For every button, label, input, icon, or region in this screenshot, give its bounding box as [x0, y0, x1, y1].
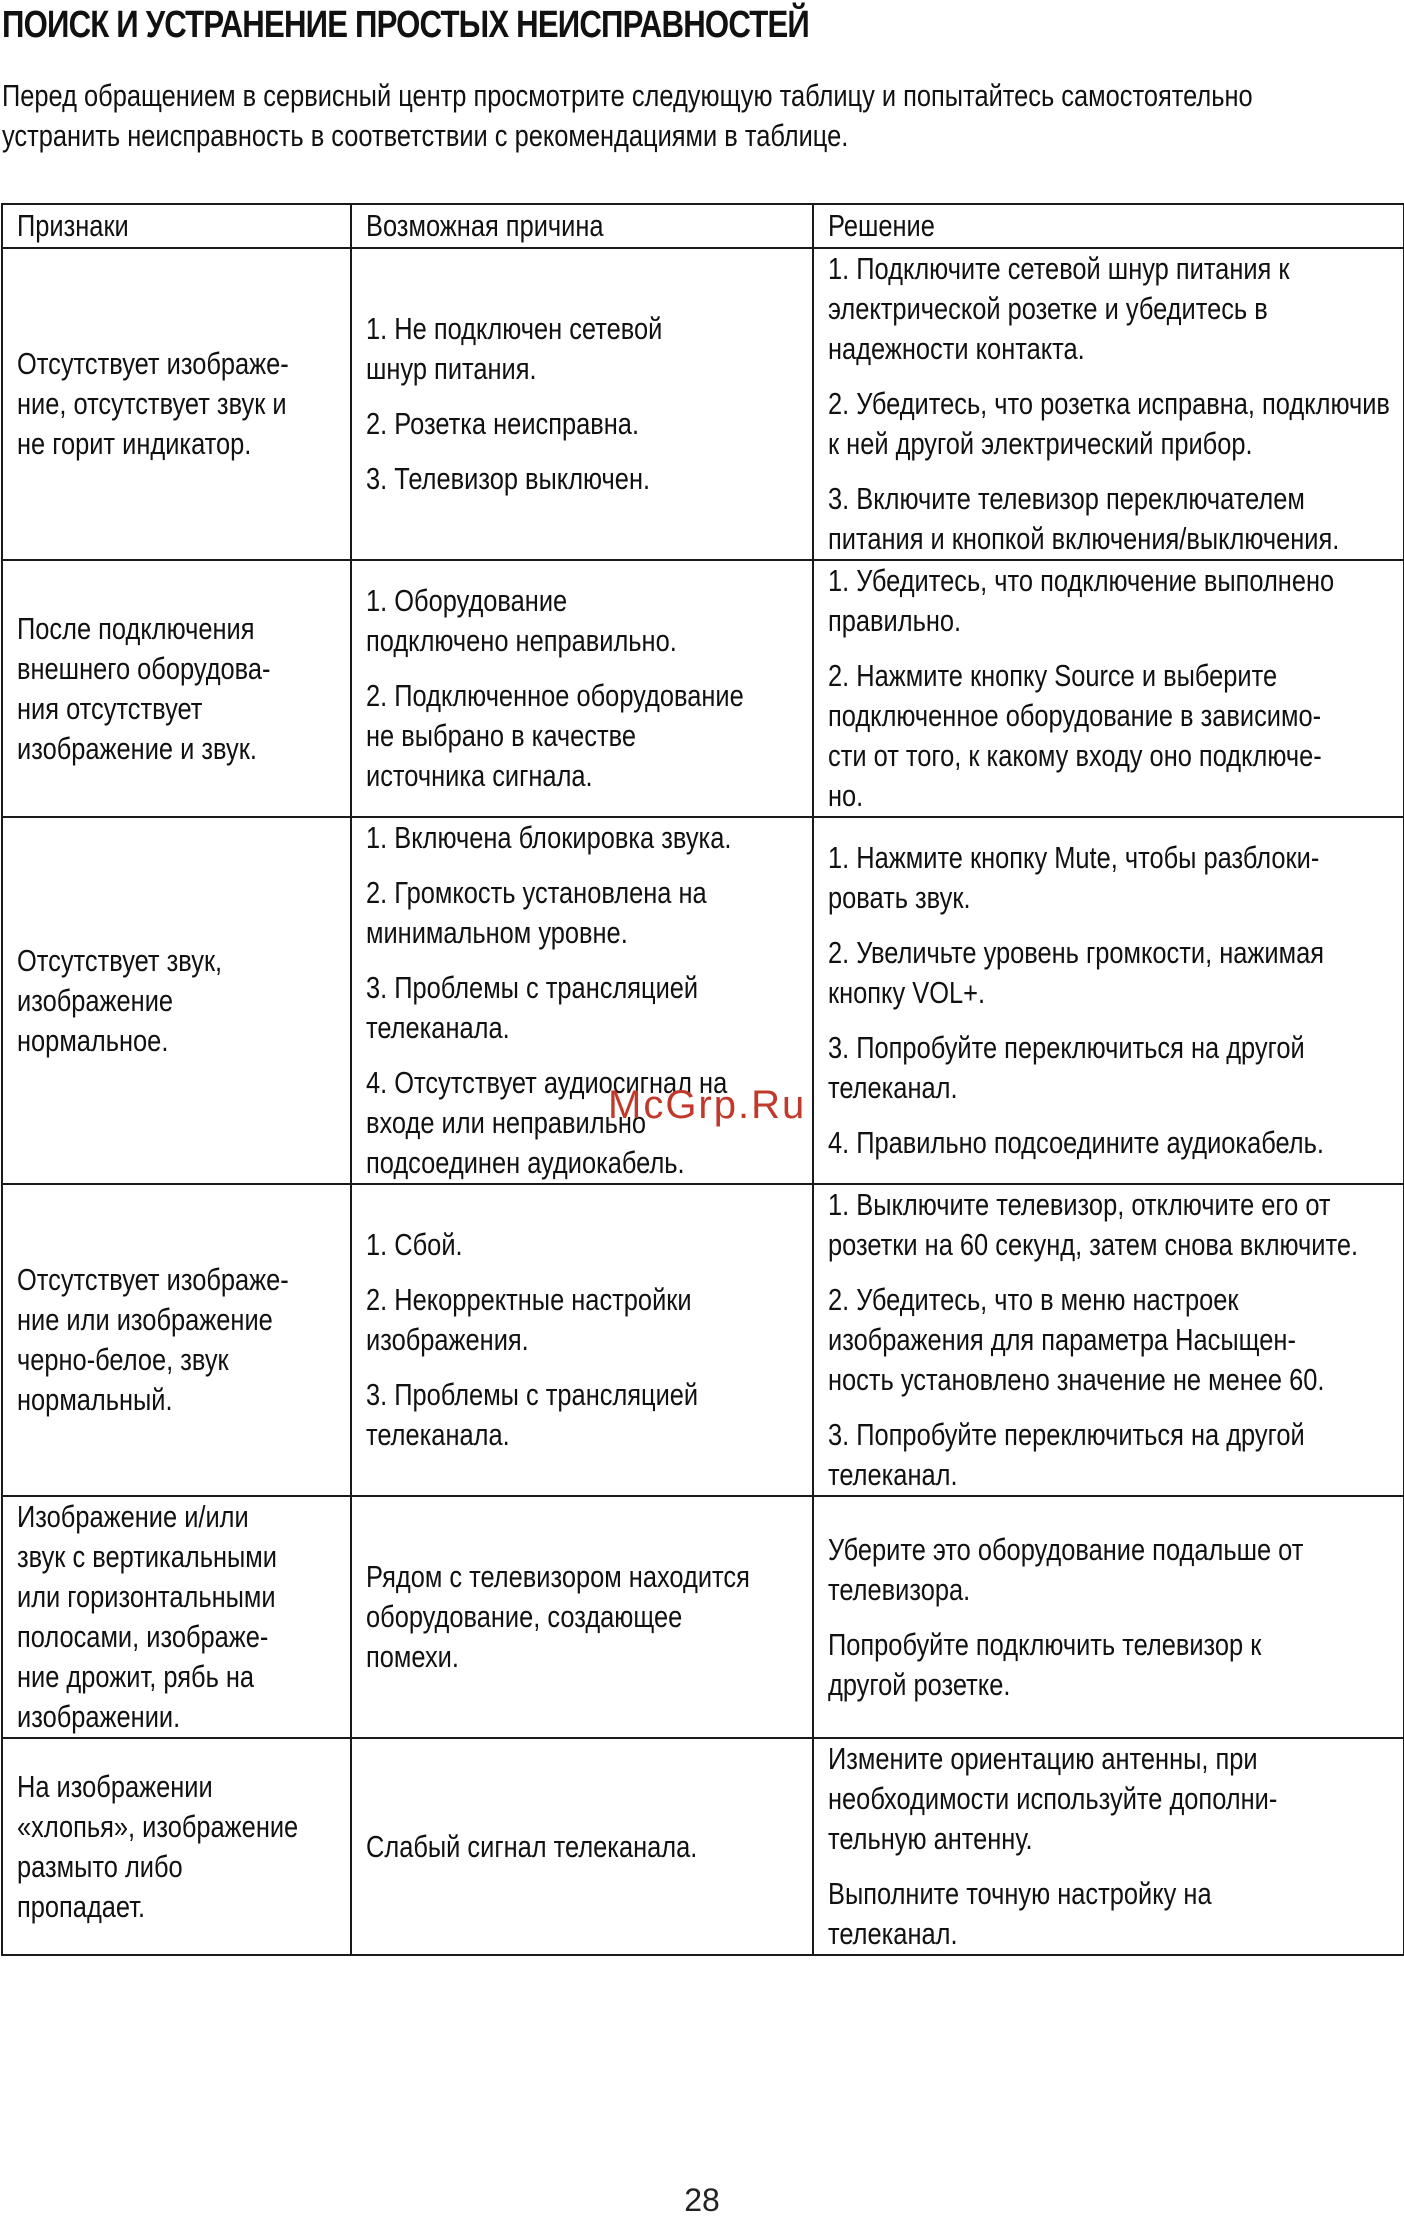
text-line: изображение: [17, 982, 174, 1018]
text-line: 1. Не подключен сетевой: [366, 311, 663, 346]
text-line: Слабый сигнал телеканала.: [366, 1828, 698, 1864]
text-line: На изображении: [17, 1768, 213, 1804]
symptom-cell: [2, 1496, 351, 1738]
symptom-cell-paragraph: [17, 941, 340, 1061]
text-line: 2. Подключенное оборудование: [366, 678, 744, 713]
solution-cell-paragraph: [828, 1280, 1393, 1400]
text-line: надежности контакта.: [828, 331, 1085, 366]
text-line: Измените ориентацию антенны, при: [828, 1741, 1258, 1776]
symptom-cell-paragraph: [17, 1767, 340, 1927]
symptom-cell-paragraph: [17, 1497, 340, 1737]
text-line: источника сигнала.: [366, 758, 593, 793]
text-line: 3. Попробуйте переключиться на другой: [828, 1417, 1305, 1452]
intro-line-1: Перед обращением в сервисный центр просмотрите следующую таблицу и попытайтесь самостоятельно: [2, 78, 1253, 113]
text-line: или горизонтальными: [17, 1579, 276, 1614]
solution-cell-paragraph: [828, 479, 1393, 559]
text-line: необходимости используйте дополни-: [828, 1781, 1278, 1816]
cause-cell: [351, 1184, 813, 1496]
text-line: Отсутствует изображе-: [17, 1262, 289, 1297]
symptom-cell-paragraph: [17, 1260, 340, 1420]
text-line: 2. Увеличьте уровень громкости, нажимая: [828, 935, 1324, 970]
cause-cell-paragraph: [366, 1375, 802, 1455]
text-line: подключенное оборудование в зависимо-: [828, 698, 1322, 733]
text-line: шнур питания.: [366, 351, 537, 386]
header-symptoms: Признаки: [2, 204, 351, 248]
cause-cell: [351, 817, 813, 1184]
text-line: ния отсутствует: [17, 690, 203, 726]
text-line: правильно.: [828, 603, 962, 638]
text-line: телеканал.: [828, 1070, 958, 1105]
cause-cell: [351, 560, 813, 817]
text-line: не выбрано в качестве: [366, 718, 637, 753]
text-line: изображении.: [17, 1699, 181, 1734]
page-title: ПОИСК И УСТРАНЕНИЕ ПРОСТЫХ НЕИСПРАВНОСТЕЙ: [2, 4, 809, 46]
text-line: Отсутствует изображе-: [17, 346, 289, 381]
text-line: черно-белое, звук: [17, 1342, 229, 1377]
cause-cell: [351, 1496, 813, 1738]
symptom-cell: [2, 560, 351, 817]
solution-cell-paragraph: [828, 1415, 1393, 1495]
table-row: [2, 248, 1404, 560]
text-line: 4. Отсутствует аудиосигнал на: [366, 1065, 728, 1100]
text-line: минимальном уровне.: [366, 915, 628, 950]
cause-cell-paragraph: [366, 581, 802, 661]
table-header-row: [2, 204, 1404, 248]
table-row: [2, 560, 1404, 817]
cause-cell-paragraph: [366, 1225, 802, 1265]
cause-cell: [351, 248, 813, 560]
intro-paragraph: [2, 76, 1396, 156]
text-line: электрической розетке и убедитесь в: [828, 291, 1268, 326]
table-row: [2, 1184, 1404, 1496]
text-line: звук с вертикальными: [17, 1539, 277, 1574]
symptom-cell-paragraph: [17, 344, 340, 464]
text-line: телеканал.: [828, 1916, 958, 1951]
solution-cell-paragraph: [828, 1185, 1393, 1265]
text-line: Отсутствует звук,: [17, 942, 223, 978]
solution-cell-paragraph: [828, 249, 1393, 369]
solution-cell: [813, 1496, 1404, 1738]
text-line: 3. Попробуйте переключиться на другой: [828, 1030, 1305, 1065]
troubleshooting-table: [1, 203, 1404, 1956]
symptom-cell: [2, 248, 351, 560]
text-line: 2. Розетка неисправна.: [366, 406, 640, 441]
table-row: [2, 1496, 1404, 1738]
solution-cell-paragraph: [828, 1123, 1393, 1163]
text-line: 2. Убедитесь, что в меню настроек: [828, 1282, 1239, 1317]
intro-line-2: устранить неисправность в соответствии с рекомендациями в таблице.: [2, 118, 849, 153]
text-line: 1. Выключите телевизор, отключите его от: [828, 1187, 1331, 1222]
cause-cell-paragraph: [366, 459, 802, 499]
text-line: входе или неправильно: [366, 1105, 647, 1140]
text-line: телевизора.: [828, 1571, 971, 1607]
symptom-cell: [2, 1738, 351, 1955]
solution-cell-paragraph: [828, 1739, 1393, 1859]
table-row: [2, 1738, 1404, 1955]
text-line: 1. Подключите сетевой шнур питания к: [828, 251, 1290, 286]
text-line: изображения для параметра Насыщен-: [828, 1322, 1296, 1357]
text-line: После подключения: [17, 610, 255, 646]
text-line: 2. Убедитесь, что розетка исправна, подключив: [828, 386, 1390, 421]
text-line: 2. Нажмите кнопку Source и выберите: [828, 658, 1278, 693]
cause-cell-paragraph: [366, 968, 802, 1048]
text-line: 3. Включите телевизор переключателем: [828, 481, 1305, 516]
cause-cell: [351, 1738, 813, 1955]
text-line: внешнего оборудова-: [17, 650, 271, 686]
text-line: 3. Проблемы с трансляцией: [366, 1377, 699, 1412]
solution-cell-paragraph: [828, 933, 1393, 1013]
page-number: 28: [684, 2182, 720, 2218]
text-line: полосами, изображе-: [17, 1619, 269, 1654]
header-solution: Решение: [813, 204, 1404, 248]
solution-cell-paragraph: [828, 561, 1393, 641]
text-line: помехи.: [366, 1639, 459, 1674]
symptom-cell: [2, 1184, 351, 1496]
text-line: 1. Нажмите кнопку Mute, чтобы разблоки-: [828, 840, 1320, 875]
solution-cell: [813, 1738, 1404, 1955]
text-line: 2. Громкость установлена на: [366, 875, 707, 910]
watermark-text: McGrp.Ru: [608, 1083, 807, 1127]
symptom-cell-paragraph: [17, 609, 340, 769]
symptom-cell: [2, 817, 351, 1184]
cause-cell-paragraph: [366, 818, 802, 858]
cause-cell-paragraph: [366, 1557, 802, 1677]
text-line: Уберите это оборудование подальше от: [828, 1531, 1304, 1567]
header-cause: Возможная причина: [351, 204, 813, 248]
text-line: 1. Включена блокировка звука.: [366, 820, 732, 855]
solution-cell-paragraph: [828, 384, 1393, 464]
text-line: пропадает.: [17, 1888, 146, 1924]
cause-cell-paragraph: [366, 309, 802, 389]
text-line: подключено неправильно.: [366, 623, 677, 658]
text-line: ность установлено значение не менее 60.: [828, 1362, 1325, 1397]
text-line: телеканал.: [828, 1457, 958, 1492]
text-line: нормальный.: [17, 1382, 173, 1417]
cause-cell-paragraph: [366, 404, 802, 444]
text-line: 2. Некорректные настройки: [366, 1282, 692, 1317]
text-line: кнопку VOL+.: [828, 975, 986, 1010]
text-line: сти от того, к какому входу оно подключе-: [828, 738, 1322, 773]
text-line: 1. Убедитесь, что подключение выполнено: [828, 563, 1335, 598]
text-line: розетки на 60 секунд, затем снова включите.: [828, 1227, 1359, 1262]
solution-cell: [813, 248, 1404, 560]
text-line: Попробуйте подключить телевизор к: [828, 1626, 1262, 1662]
text-line: 3. Телевизор выключен.: [366, 461, 651, 496]
text-line: 1. Сбой.: [366, 1227, 463, 1262]
text-line: «хлопья», изображение: [17, 1808, 299, 1844]
text-line: Изображение и/или: [17, 1499, 249, 1534]
text-line: ние дрожит, рябь на: [17, 1659, 255, 1694]
solution-cell: [813, 1184, 1404, 1496]
text-line: размыто либо: [17, 1848, 183, 1884]
cause-cell-paragraph: [366, 1280, 802, 1360]
text-line: ние, отсутствует звук и: [17, 386, 287, 421]
text-line: но.: [828, 778, 864, 813]
text-line: телеканала.: [366, 1010, 510, 1045]
text-line: Выполните точную настройку на: [828, 1876, 1212, 1911]
solution-cell-paragraph: [828, 1028, 1393, 1108]
text-line: нормальное.: [17, 1022, 169, 1058]
text-line: оборудование, создающее: [366, 1599, 683, 1634]
text-line: тельную антенну.: [828, 1821, 1033, 1856]
solution-cell-paragraph: [828, 1530, 1393, 1610]
text-line: телеканала.: [366, 1417, 510, 1452]
cause-cell-paragraph: [366, 873, 802, 953]
solution-cell-paragraph: [828, 1625, 1393, 1705]
text-line: другой розетке.: [828, 1666, 1011, 1702]
text-line: не горит индикатор.: [17, 426, 252, 461]
cause-cell-paragraph: [366, 1827, 802, 1867]
text-line: питания и кнопкой включения/выключения.: [828, 521, 1340, 556]
text-line: 1. Оборудование: [366, 583, 568, 618]
text-line: 3. Проблемы с трансляцией: [366, 970, 699, 1005]
table-row: [2, 817, 1404, 1184]
text-line: ние или изображение: [17, 1302, 273, 1337]
text-line: подсоединен аудиокабель.: [366, 1145, 685, 1180]
text-line: ровать звук.: [828, 880, 971, 915]
solution-cell-paragraph: [828, 838, 1393, 918]
text-line: к ней другой электрический прибор.: [828, 426, 1253, 461]
text-line: изображение и звук.: [17, 730, 257, 766]
text-line: изображения.: [366, 1322, 529, 1357]
solution-cell-paragraph: [828, 656, 1393, 816]
cause-cell-paragraph: [366, 676, 802, 796]
solution-cell: [813, 560, 1404, 817]
text-line: Рядом с телевизором находится: [366, 1559, 750, 1594]
text-line: 4. Правильно подсоедините аудиокабель.: [828, 1125, 1324, 1160]
solution-cell: [813, 817, 1404, 1184]
solution-cell-paragraph: [828, 1874, 1393, 1954]
